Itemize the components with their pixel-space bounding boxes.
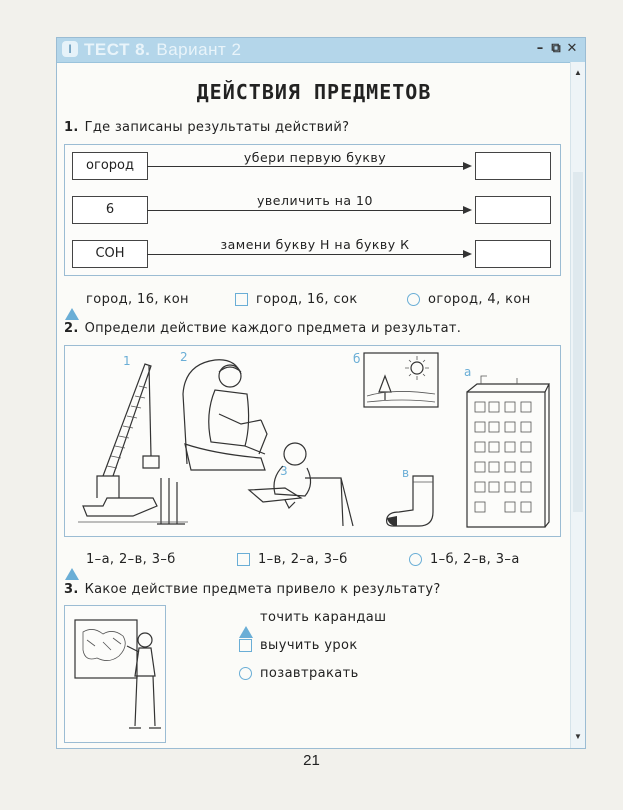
q2-option-1-text: 1–а, 2–в, 3–б (86, 552, 176, 567)
q2-label-1: 1 (123, 354, 131, 368)
q1-source-box-2: 6 (72, 196, 148, 224)
q1-result-box-1[interactable] (475, 152, 551, 180)
vertical-scrollbar[interactable] (570, 62, 585, 748)
q1-result-box-2[interactable] (475, 196, 551, 224)
q2-picture-frame (64, 345, 561, 537)
q2-label-2: 2 (180, 350, 188, 364)
question-2-text: Определи действие каждого предмета и результат. (84, 321, 462, 336)
q3-option-3-text: позавтракать (260, 666, 359, 681)
q2-option-3-text: 1–б, 2–в, 3–а (430, 552, 520, 567)
test-window (56, 37, 586, 749)
q1-action-label-2: увеличить на 10 (257, 193, 373, 208)
circle-icon (409, 553, 422, 566)
page-heading: ДЕЙСТВИЯ ПРЕДМЕТОВ (196, 80, 432, 104)
q1-task-frame (64, 144, 561, 276)
q2-label-a: а (464, 365, 472, 379)
q1-option-2-text: город, 16, сок (256, 292, 358, 307)
square-icon (235, 293, 248, 306)
building-illustration (457, 372, 557, 532)
square-icon (239, 639, 252, 652)
q1-option-1-text: город, 16, кон (86, 292, 189, 307)
q2-label-b: б (353, 352, 361, 366)
scroll-up-arrow-icon[interactable]: ▲ (574, 68, 582, 77)
triangle-icon (65, 553, 78, 566)
q1-result-box-3[interactable] (475, 240, 551, 268)
q2-option-2[interactable] (237, 552, 348, 567)
window-title (84, 40, 241, 60)
question-1-text: Где записаны результаты действий? (84, 120, 350, 135)
q3-option-2-text: выучить урок (260, 638, 358, 653)
q1-action-label-1: убери первую букву (243, 150, 387, 165)
scroll-thumb[interactable] (573, 172, 583, 512)
scroll-down-arrow-icon[interactable]: ▼ (574, 732, 582, 741)
square-icon (237, 553, 250, 566)
restore-icon[interactable]: ⧉ (551, 41, 561, 56)
sock-illustration (383, 472, 443, 532)
question-3-text: Какое действие предмета привело к результату? (84, 582, 441, 597)
circle-icon (239, 667, 252, 680)
title-bar (57, 38, 585, 63)
q1-option-3[interactable] (407, 292, 531, 307)
window-title-prefix: ТЕСТ 8. (84, 40, 151, 59)
close-icon[interactable]: ✕ (566, 41, 578, 56)
question-2-number: 2. (64, 321, 79, 336)
triangle-icon (65, 293, 78, 306)
minimize-icon[interactable]: – (536, 41, 544, 56)
question-2 (64, 321, 461, 336)
q1-option-1[interactable] (65, 292, 189, 307)
window-app-icon: I (62, 41, 78, 57)
q2-label-3: 3 (280, 464, 288, 478)
q3-option-1[interactable] (239, 610, 386, 625)
reading-boy-illustration (245, 438, 355, 530)
q3-option-2[interactable] (239, 638, 358, 653)
q1-arrow-head-1-icon (463, 162, 472, 170)
q1-arrow-head-2-icon (463, 206, 472, 214)
q1-action-label-3: замени букву Н на букву К (220, 237, 410, 252)
q1-arrow-1 (147, 166, 466, 167)
q1-arrow-head-3-icon (463, 250, 472, 258)
q3-option-3[interactable] (239, 666, 359, 681)
q1-source-box-1: огород (72, 152, 148, 180)
window-title-variant: Вариант 2 (156, 40, 242, 59)
circle-icon (407, 293, 420, 306)
q1-arrow-2 (147, 210, 466, 211)
q1-option-3-text: огород, 4, кон (428, 292, 531, 307)
q1-source-box-3: СОН (72, 240, 148, 268)
page-number: 21 (303, 752, 320, 769)
question-3 (64, 582, 441, 597)
boy-at-board-illustration (73, 616, 163, 736)
question-3-number: 3. (64, 582, 79, 597)
q3-picture-frame (64, 605, 166, 743)
question-1-number: 1. (64, 120, 79, 135)
q2-option-1[interactable] (65, 552, 176, 567)
q1-arrow-3 (147, 254, 466, 255)
q2-option-3[interactable] (409, 552, 520, 567)
q1-option-2[interactable] (235, 292, 358, 307)
q2-option-2-text: 1–в, 2–а, 3–б (258, 552, 348, 567)
q3-option-1-text: точить карандаш (260, 610, 387, 625)
question-1 (64, 120, 349, 135)
q2-label-v: в (402, 466, 410, 480)
triangle-icon (239, 611, 252, 624)
landscape-picture-illustration (363, 352, 441, 410)
window-controls (533, 41, 579, 57)
